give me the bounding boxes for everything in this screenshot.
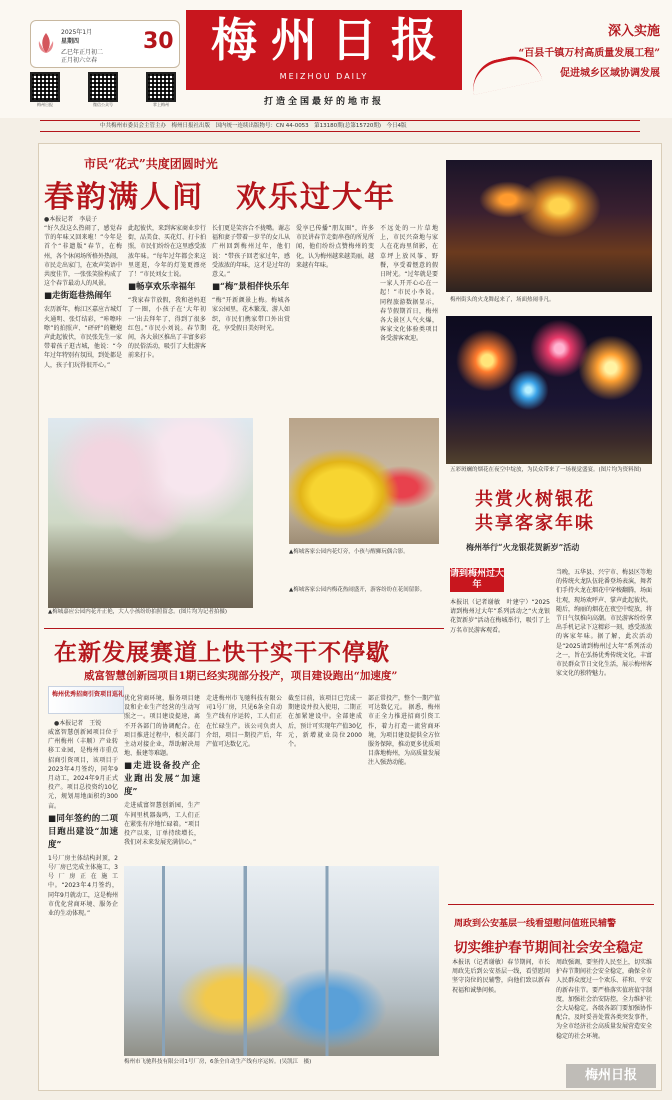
photo-blossom-park[interactable] [48,418,253,608]
br-story-kicker: 周政到公安基层一线看望慰问值班民辅警 [454,919,617,929]
br-story-headline[interactable]: 切实维护春节期间社会安全稳定 [454,940,643,956]
lotus-logo-icon [35,29,57,59]
promo-line-1: 深入实施 [607,24,660,39]
article-paragraph: 部正常投产，整个一期产值可达数亿元。 [368,695,440,712]
article-paragraph: 同程旅游数据显示，春节假期首日，梅州各大景区人气火爆，客家文化体验类项目备受游客欢迎。 [380,298,438,343]
top-story-column-2 [128,224,206,414]
solar-term: 正月初六立春 [61,57,98,64]
lunar-date: 乙巳年正月初二 [61,49,104,56]
photo-factory-production-line[interactable] [124,866,439,1056]
top-story-column-5 [380,224,438,414]
right-story-column-2 [556,568,652,898]
article-subheading: ■畅享欢乐幸福年 [128,282,196,293]
article-subheading: ■同年签约的二项目跑出建设“加速度” [48,813,118,850]
date-day: 30 [143,29,174,54]
watermark-logo: 梅州日报 [566,1064,656,1088]
caption-fire-dragon: 梅州街头的火龙舞起来了，场面热闹非凡。 [450,297,555,303]
br-story-column-2 [556,958,652,1062]
top-story-column-3 [212,224,290,414]
article-paragraph: 不远处的一片草地上，市民兴奋地与家人在花海里留影，在草坪上放风筝、野餐，享受着惬意的假日时光。“过年就是要一家人开开心心在一起！”市民小李说。 [380,225,438,297]
masthead [0,0,672,118]
article-paragraph: 此起彼伏，来到客家商业步行街，品美食、买花灯、打卡拍照，市民们纷纷在这里感受浓浓年味。“每年过年都会来这里逛逛，今年的灯笼更漂亮了！”市民刘女士说。 [128,225,206,279]
mid-story-column-2 [124,694,200,862]
investment-banner [48,686,124,714]
top-story-headline[interactable]: 春韵满人间 欢乐过大年 [44,180,396,215]
article-subheading: ■“梅”景相伴快乐年 [212,282,290,293]
caption-lion-mascot: ▲梅城客家公园内花灯旁，小孩与醒狮玩偶合影。 [289,549,409,555]
newspaper-title-block [186,10,462,90]
promo-slogan [470,14,660,100]
article-paragraph: “好久没这么热闹了，感觉春节的年味又回来啦！”今年是首个“非遗版”春节，在梅州，各个休闲场所格外热闹，市民走出家门，在欢声笑语中共度佳节，一张张笑脸构成了这个春节最动人的风景。 [44,225,122,288]
investment-banner-text: 梅州优秀招商引资项目巡礼 [52,691,125,698]
br-story-column-1 [452,958,550,1086]
newspaper-title-en: MEIZHOU DAILY [279,72,369,81]
promo-line-2: “百县千镇万村高质量发展工程” [518,48,660,59]
photo-lion-mascot[interactable] [289,418,439,544]
article-subheading: ■走进设备投产企业跑出发展“加速度” [124,761,200,798]
photo-fire-dragon[interactable] [446,160,652,292]
caption-blossom-park: ▲梅城嘉应公园内花开正艳，大人小孩纷纷拍照留念。(图片均为记者拍摄) [48,609,228,615]
qr-code-icon[interactable] [88,72,118,102]
article-paragraph: 优化营商环境，服务项目建设和企业生产经营的生动写照之一。项目建设提速，离不开各部门的协调配合。在项目推进过程中，相关部门主动对接企业，帮助解决用地、报建等难题。 [124,695,200,758]
slogan: 打造全国最好的地市报 [263,97,384,107]
top-story-column-1 [44,224,122,414]
article-paragraph: “我家春节放假，我和爸妈逛了一圈，小孩子在‘大年初一’出去拜年了，得到了很多红包。”市民小刘说。春节期间，各大景区推出了丰富多彩的民俗活动，吸引了大批游客前来打卡。 [128,297,206,360]
article-paragraph: 当晚，五华县、兴宁市、梅县区等地的传统火龙队伍轮番登场表演，舞者们手持火龙在烟花中穿梭翻腾，场面壮观，现场欢呼声、掌声此起彼伏。随后，绚丽的烟花在夜空中绽放，将节日气氛推向高潮。市民游客纷纷拿出手机记录下这精彩一刻，感受浓浓的客家年味。据了解，此次活动是“2025请到梅州过大年”系列活动之一，旨在弘扬优秀传统文化，丰富市民群众节日文化生活，展示梅州客家文化的独特魅力。 [556,569,652,678]
caption-fireworks: 五彩斑斓的烟花在夜空中绽放，为民众带来了一场视觉盛宴。(图片均为资料图) [450,467,642,473]
article-paragraph: 本报讯（记者谢敏 叶建宁）“2025请到梅州过大年”系列活动之“火龙银花贺新岁”活动在梅城举行，吸引了上万名市民游客观看。 [450,599,550,634]
date-weekday: 星期四 [61,38,80,45]
mid-story-subheadline: 威富智慧创新园项目1期已经实现部分投产，项目建设跑出“加速度” [84,670,398,682]
article-paragraph: 截至目前，该项目已完成一期建设并投入使用，二期正在加紧建设中。全部建成后，预计可实现年产值30亿元，新增就业岗位2000个。 [288,695,362,749]
publication-info-bar: 中共梅州市委员会主管主办 梅州日报社出版 国内统一连续出版物号：CN 44-0053 第13180期(总第15720期) 今日4版 [40,120,640,132]
article-paragraph: 农历新年，梅江区嘉应古城灯火通明、张灯结彩，“咔嚓咔嚓”的拍照声、“砰砰”的鞭炮声此起彼伏，市民张先生一家带着孩子逛古城，他说：“今年过年特别有氛围，到处都是人，孩子们玩得很开心。” [44,306,122,369]
article-paragraph: 本报讯（记者谢敏）春节期间，市长周政先后到公安基层一线，看望慰问坚守岗位的民辅警，向他们致以新春祝福和诚挚问候。 [452,959,550,994]
right-story-column-1 [450,598,550,898]
right-story-headline[interactable] [475,488,595,536]
date-year-month: 2025年1月 [61,29,93,36]
article-paragraph: “梅”开新颜景上梅。梅城各家公园里，花木繁茂、游人如织，市民们携家带口外出赏花，享受假日美好时光。 [212,297,290,332]
qr-label: 掌上梅州 [153,102,169,107]
right-story-headline-line-1: 共赏火树银花 [475,489,595,510]
mid-story-column-3 [206,694,282,862]
promo-badge: 请到梅州过大年 [450,569,505,590]
article-subheading: ■走街逛巷热闹年 [44,291,112,302]
caption-plum-blossom: ▲梅城客家公园内梅花热闹盛开，游客纷纷在花间留影。 [289,587,426,593]
qr-code-icon[interactable] [30,72,60,102]
mid-story-headline[interactable]: 在新发展赛道上快干实干不停歇 [54,639,390,666]
top-story-kicker: 市民“花式”共度团圆时光 [84,157,218,171]
article-paragraph: 据悉，梅州市正全力推进招商引资工作，着力打造一流营商环境，为项目建设提供全方位服务保障，推动更多优质项目落地梅州，为高质量发展注入强劲动能。 [368,704,440,767]
article-paragraph: 爱享已传播“朋友圈”，许多市民讲春节走街串巷的所见所闻，他们纷纷点赞梅州的变化，认为梅州越来越美丽，越来越有年味。 [296,225,374,269]
article-paragraph: 走进威富智慧创新园，生产车间里机器轰鸣，工人们正在紧张有序地忙碌着。“项目投产以来，订单持续增长，我们对未来发展充满信心。” [124,802,200,847]
mid-story-byline: ●本报记者 王锐 [54,720,102,727]
promo-line-3: 促进城乡区域协调发展 [560,68,660,79]
section-divider [448,904,654,905]
article-paragraph: 威富智慧创新园项目位于广州梅州（丰顺）产业转移工业园，是梅州市重点招商引资项目，该项目于2023年4月签约，同年9月动工，2024年9月正式投产。项目总投资约10亿元，规划用地面积约300亩。 [48,729,118,810]
section-divider [44,628,444,629]
qr-code-icon[interactable] [146,72,176,102]
mid-story-column-1 [48,728,118,1088]
qr-label: 微信公众号 [93,102,113,107]
article-paragraph: 1号厂房主体结构封顶，2号厂房已完成主体施工，3号厂房正在施工中。“2023年4月签约，同年9月就动工，这是梅州市优化营商环境、服务企业的生动体现。” [48,854,118,918]
article-paragraph: 走进梅州市飞驰科技有限公司1号厂房，只见6条全自动生产线有序运转，工人们正在忙碌生产。该公司负责人介绍，项目一期投产后，年产值可达数亿元。 [206,695,282,749]
date-box [30,20,180,68]
photo-fireworks[interactable] [446,316,652,464]
mid-story-column-5 [368,694,440,862]
right-story-headline-line-2: 共享客家年味 [475,513,595,534]
top-story-column-4 [296,224,374,414]
newspaper-title: 梅州日报 [211,13,451,67]
article-paragraph: 周政强调，要坚持人民至上，切实维护春节期间社会安全稳定，确保全市人民群众度过一个欢乐、祥和、平安的新春佳节。要严格落实值班值守制度，加强社会治安防控，全力维护社会大局稳定。各级各部门要加强协作配合，及时妥善处置各类突发事件，为全市经济社会高质量发展营造安全稳定的社会环境。 [556,959,652,1040]
top-story-byline: ●本报记者 李晨子 [44,216,98,223]
article-paragraph: 长们更是笑容合不拢嘴。谢志福和妻子带着一岁半的女儿从广州回到梅州过年，他们说：“带孩子回老家过年，感受浓浓的年味，这才是过年的意义。” [212,225,290,279]
qr-label: 梅州日报 [37,102,53,107]
mid-story-column-4 [288,694,362,862]
qr-codes [30,72,180,106]
caption-factory: 梅州市飞驰科技有限公司1号厂房，6条全自动生产线有序运转。(吴凯江 摄) [124,1059,312,1065]
right-story-subheadline: 梅州举行“火龙银花贺新岁”活动 [466,542,580,552]
